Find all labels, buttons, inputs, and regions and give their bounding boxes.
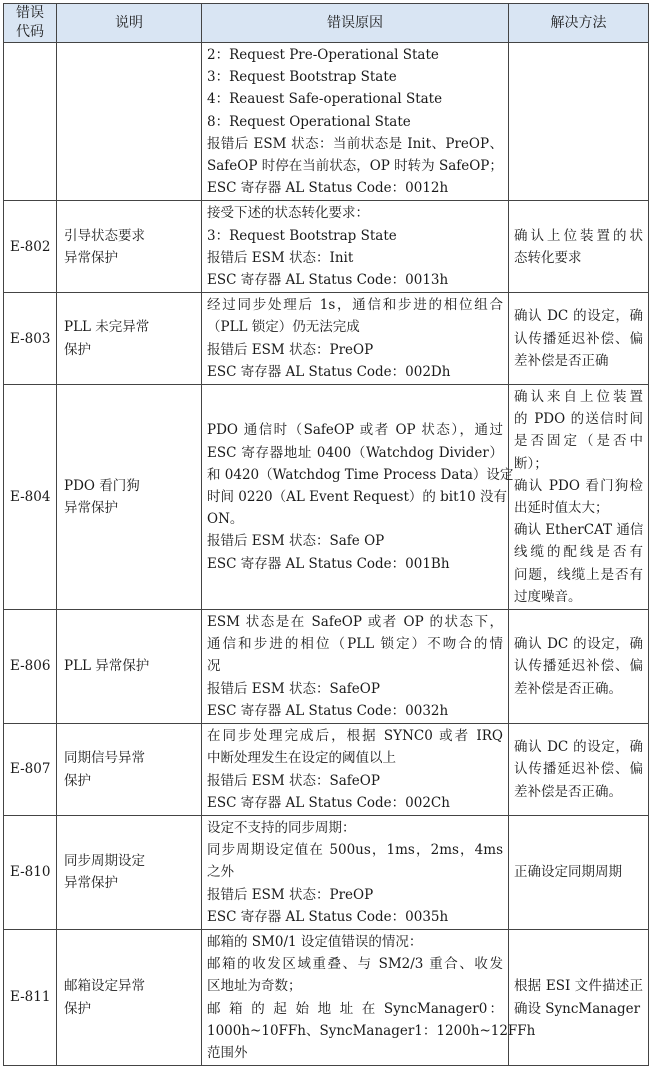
description-cell-line: 同步周期设定 — [64, 853, 145, 870]
cause-cell-line: 4：Reauest Safe-operational State — [207, 91, 443, 108]
error-code-cell: E-806 — [4, 610, 57, 724]
cause-cell-line: ON。 — [207, 511, 244, 528]
cause-cell-line: 报错后 ESM 状态：Safe OP — [207, 533, 385, 550]
cause-cell-line: 1000h~10FFh、SyncManager1：1200h~12FFh — [207, 1022, 536, 1039]
solution-cell-line: 出延时值太大； — [514, 500, 609, 517]
error-code-cell: E-802 — [4, 201, 57, 293]
solution-cell-line: 断）； — [514, 455, 548, 472]
table-row — [4, 43, 649, 201]
header-description: 说明 — [57, 4, 202, 43]
error-code-cell — [4, 43, 57, 201]
description-cell-line: 引导状态要求 — [64, 227, 145, 244]
description-cell — [57, 724, 202, 816]
error-code-cell: E-807 — [4, 724, 57, 816]
error-code-cell: E-811 — [4, 929, 57, 1065]
cause-cell-line: ESC 寄存器 AL Status Code：0035h — [207, 908, 449, 925]
cause-cell-line: ESM 状态是在 SafeOP 或者 OP 的状态下， — [207, 614, 503, 631]
cause-cell-line: 3：Request Bootstrap State — [207, 69, 397, 86]
solution-cell — [509, 201, 649, 293]
solution-cell — [509, 43, 649, 201]
cause-cell-line: 区地址为奇数； — [207, 978, 302, 995]
description-cell-line: 异常保护 — [64, 875, 118, 892]
cause-cell-line: 况 — [207, 658, 221, 675]
solution-cell — [509, 293, 649, 385]
solution-cell-line: 差补偿是否正确 — [514, 352, 609, 369]
table-row — [4, 385, 649, 610]
cause-cell-line: 接受下述的状态转化要求： — [207, 205, 369, 222]
cause-cell-line: 报错后 ESM 状态：PreOP — [207, 341, 374, 358]
description-cell-line: 同期信号异常 — [64, 750, 145, 767]
solution-cell-line: 确设 SyncManager — [514, 1000, 641, 1017]
description-cell-line: 异常保护 — [64, 500, 118, 517]
cause-cell-line: 8：Request Operational State — [207, 113, 411, 130]
cause-cell — [202, 385, 514, 610]
solution-cell-line: 线缆的配线是否有 — [514, 544, 643, 561]
cause-cell-line: 时间 0220（AL Event Request）的 bit10 没有 — [207, 488, 508, 505]
description-cell — [57, 815, 202, 929]
cause-cell-line: 之外 — [207, 864, 234, 881]
description-cell — [57, 43, 202, 201]
solution-cell — [509, 929, 649, 1065]
cause-cell-line: ESC 寄存器 AL Status Code：0013h — [207, 272, 449, 289]
solution-cell-line: 确认 DC 的设定，确 — [514, 739, 643, 756]
cause-cell-line: PDO 通信时（SafeOP 或者 OP 状态），通过 — [207, 422, 503, 439]
solution-cell-line: 确认 DC 的设定，确 — [514, 636, 643, 653]
description-cell-line: PDO 看门狗 — [64, 477, 140, 494]
description-cell-line: 保护 — [64, 1000, 91, 1017]
cause-cell-line: 和 0420（Watchdog Time Process Data）设定 — [207, 466, 514, 483]
cause-cell-line: 邮箱的收发区域重叠、与 SM2/3 重合、收发 — [207, 956, 503, 973]
header-code: 错误 代码 — [4, 4, 57, 43]
cause-cell-line: 邮 箱 的 起 始 地 址 在 SyncManager0： — [207, 1000, 503, 1017]
table-row — [4, 201, 649, 293]
solution-cell-line: 态转化要求 — [514, 249, 582, 266]
cause-cell-line: ESC 寄存器 AL Status Code：0032h — [207, 702, 449, 719]
solution-cell-line: 确认 EtherCAT 通信 — [514, 522, 644, 539]
table-row — [4, 929, 649, 1065]
description-cell-line: 邮箱设定异常 — [64, 978, 145, 995]
cause-cell-line: 同步周期设定值在 500us，1ms，2ms，4ms — [207, 842, 503, 859]
solution-cell-line: 正确设定同期周期 — [514, 864, 622, 881]
error-code-cell: E-803 — [4, 293, 57, 385]
cause-cell — [202, 815, 509, 929]
solution-cell-line: 问题，线缆上是否有 — [514, 566, 643, 583]
description-cell-line: PLL 异常保护 — [64, 658, 150, 675]
solution-cell-line: 的 PDO 的送信时间 — [514, 411, 643, 428]
cause-cell-line: 报错后 ESM 状态：SafeOP — [207, 680, 380, 697]
cause-cell-line: 报错后 ESM 状态：PreOP — [207, 886, 374, 903]
cause-cell-line: （PLL 锁定）仍无法完成 — [207, 319, 360, 336]
table-row — [4, 724, 649, 816]
solution-cell-line: 是否固定（是否中 — [514, 433, 643, 450]
error-code-cell: E-810 — [4, 815, 57, 929]
cause-cell-line: 3：Request Bootstrap State — [207, 227, 397, 244]
cause-cell-line: 设定不支持的同步周期： — [207, 819, 356, 836]
table-row — [4, 610, 649, 724]
cause-cell-line: ESC 寄存器地址 0400（Watchdog Divider） — [207, 444, 503, 461]
cause-cell-line: 邮箱的 SM0/1 设定值错误的情况： — [207, 933, 423, 950]
cause-cell-line: 中断处理发生在设定的阈值以上 — [207, 750, 396, 767]
description-cell — [57, 610, 202, 724]
cause-cell — [202, 293, 509, 385]
table-row — [4, 293, 649, 385]
cause-cell — [202, 43, 509, 201]
cause-cell-line: ESC 寄存器 AL Status Code：001Bh — [207, 555, 450, 572]
description-cell-line: PLL 未完异常 — [64, 319, 150, 336]
cause-cell-line: 在同步处理完成后，根据 SYNC0 或者 IRQ — [207, 728, 503, 745]
cause-cell-line: 报错后 ESM 状态：SafeOP — [207, 772, 380, 789]
description-cell — [57, 929, 202, 1065]
table-body — [4, 43, 649, 1066]
table-header-row — [4, 4, 649, 43]
solution-cell-line: 认传播延迟补偿、偏 — [514, 330, 643, 347]
description-cell — [57, 201, 202, 293]
cause-cell-line: 报错后 ESM 状态：Init — [207, 249, 354, 266]
solution-cell-line: 差补偿是否正确。 — [514, 680, 622, 697]
solution-cell — [509, 815, 649, 929]
description-cell-line: 保护 — [64, 772, 91, 789]
cause-cell — [202, 929, 536, 1065]
solution-cell-line: 差补偿是否正确。 — [514, 783, 622, 800]
cause-cell-line: 通信和步进的相位（PLL 锁定）不吻合的情 — [207, 636, 503, 653]
error-code-table — [3, 3, 649, 1066]
cause-cell — [202, 201, 509, 293]
cause-cell — [202, 610, 509, 724]
header-cause: 错误原因 — [202, 4, 509, 43]
cause-cell-line: 经过同步处理后 1s，通信和步进的相位组合 — [207, 297, 503, 314]
solution-cell-line: 过度噪音。 — [514, 588, 582, 605]
cause-cell-line: ESC 寄存器 AL Status Code：0012h — [207, 180, 449, 197]
cause-cell-line: 范围外 — [207, 1044, 248, 1061]
description-cell-line: 异常保护 — [64, 249, 118, 266]
description-cell — [57, 293, 202, 385]
solution-cell-line: 确认来自上位装置 — [514, 389, 643, 406]
cause-cell — [202, 724, 509, 816]
solution-cell-line: 确认 DC 的设定，确 — [514, 308, 643, 325]
cause-cell-line: ESC 寄存器 AL Status Code：002Ch — [207, 794, 450, 811]
solution-cell-line: 认传播延迟补偿、偏 — [514, 658, 643, 675]
solution-cell — [509, 610, 649, 724]
description-cell-line: 保护 — [64, 341, 91, 358]
error-code-cell: E-804 — [4, 385, 57, 610]
table-row — [4, 815, 649, 929]
description-cell — [57, 385, 202, 610]
cause-cell-line: SafeOP 时停在当前状态，OP 时转为 SafeOP； — [207, 158, 503, 175]
solution-cell — [509, 385, 649, 610]
solution-cell-line: 确认 PDO 看门狗检 — [514, 477, 643, 494]
cause-cell-line: ESC 寄存器 AL Status Code：002Dh — [207, 363, 451, 380]
solution-cell-line: 根据 ESI 文件描述正 — [514, 978, 643, 995]
solution-cell-line: 认传播延迟补偿、偏 — [514, 761, 643, 778]
header-solution: 解决方法 — [509, 4, 649, 43]
solution-cell-line: 确认上位装置的状 — [514, 227, 643, 244]
cause-cell-line: 2：Request Pre-Operational State — [207, 47, 439, 63]
cause-cell-line: 报错后 ESM 状态：当前状态是 Init、PreOP、 — [207, 135, 503, 152]
solution-cell — [509, 724, 649, 816]
